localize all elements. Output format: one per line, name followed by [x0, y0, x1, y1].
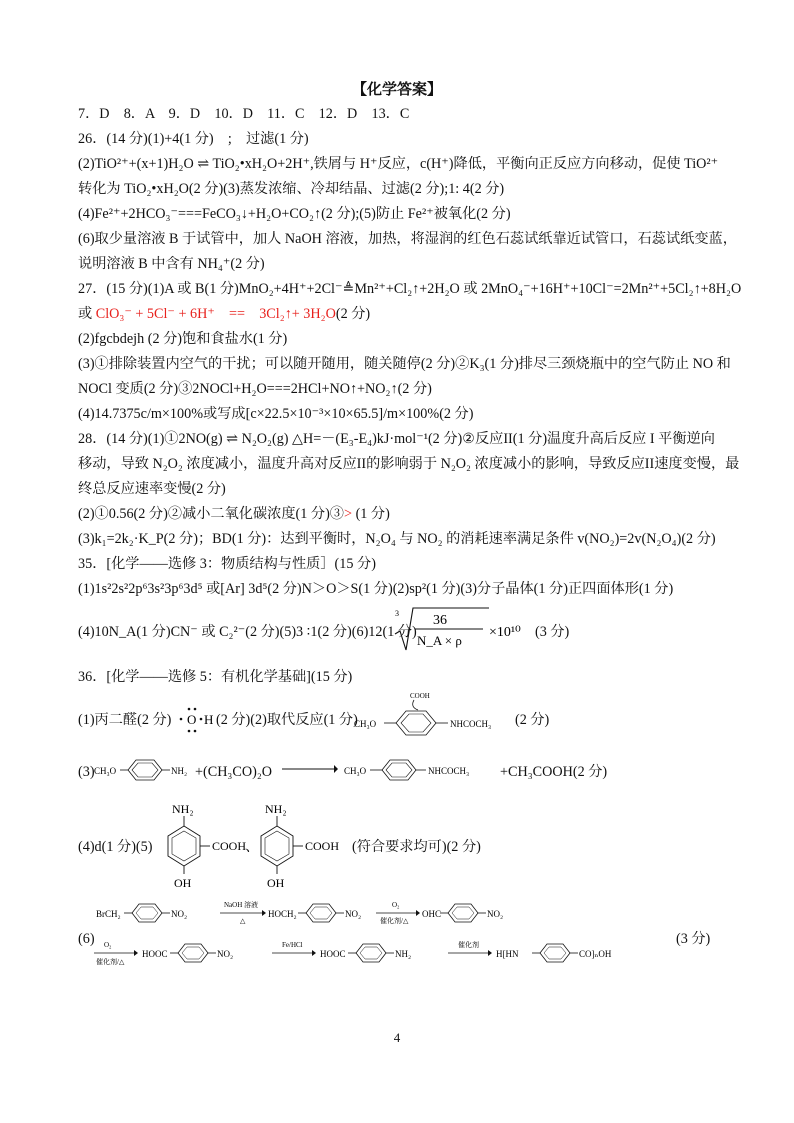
svg-text:O₂: O₂ [392, 901, 400, 909]
svg-text:催化剂: 催化剂 [458, 941, 479, 949]
reaction-arrow [282, 762, 338, 776]
svg-text:NO₂: NO₂ [487, 909, 504, 919]
score: (2 分) [515, 712, 550, 728]
svg-text:H: H [204, 712, 214, 727]
formula-denominator: N_A × ρ [417, 633, 462, 648]
answer-line-28-1b: 移动，导致 N₂O₂ 浓度减小，温度升高对反应II的影响弱于 N₂O₂ 浓度减小的影响，导致反应II速度变慢，最 [78, 456, 740, 472]
svg-text:CO]ₙOH: CO]ₙOH [579, 949, 612, 959]
svg-text:OH: OH [174, 876, 192, 890]
svg-text:COOH: COOH [410, 692, 430, 700]
reactant-anhydride: +(CH₃CO)₂O [195, 764, 273, 780]
answer-line-28-3: (3)k₁=2k₂·K_P(2 分)；BD(1 分)：达到平衡时，N₂O₄ 与 NO₂ 的消耗速率满足条件 v(NO₂)=2v(N₂O₄)(2 分) [78, 531, 716, 547]
structure-ch3o-benzoic-nhcoch3 [352, 690, 517, 740]
synthesis-route [92, 895, 652, 975]
svg-text:△: △ [240, 917, 246, 925]
answer-line-35-1: (1)1s²2s²2p⁶3s²3p⁶3d⁵ 或[Ar] 3d⁵(2 分)N＞O＞S(1 分)(2)sp²(1 分)(3)分子晶体(1 分)正四面体形(1 分) [78, 581, 674, 597]
answer-line-mc: 7．D 8．A 9．D 10．D 11．C 12．D 13．C [78, 106, 410, 122]
answer-line-36-4: (4)d(1 分)(5) [78, 839, 153, 855]
svg-text:催化剂/△: 催化剂/△ [96, 958, 125, 966]
svg-text:O: O [187, 712, 197, 727]
answer-line-26-2: (2)TiO²⁺+(x+1)H₂O ⇌ TiO₂•xH₂O+2H⁺,铁屑与 H⁺反应，c(H⁺)降低，平衡向正反应方向移动，促使 TiO²⁺ [78, 156, 719, 172]
red-greater-than: > [344, 506, 353, 522]
answer-line-27-4: (4)14.7375c/m×100%或写成[c×22.5×10⁻³×10×65.5]/m×100%(2 分) [78, 406, 474, 422]
score: (3 分) [676, 931, 711, 947]
byproduct: +CH₃COOH(2 分) [500, 764, 608, 780]
page-title: 【化学答案】 [351, 82, 442, 98]
formula-numerator: 36 [433, 613, 447, 628]
svg-text:COOH: COOH [212, 839, 247, 853]
svg-text:OHC: OHC [422, 909, 442, 919]
svg-text:HOOC: HOOC [142, 949, 168, 959]
svg-text:Fe/HCl: Fe/HCl [282, 941, 303, 949]
note: (符合要求均可)(2 分) [352, 839, 481, 855]
svg-text:NH₂: NH₂ [395, 949, 412, 959]
svg-text:NO₂: NO₂ [345, 909, 362, 919]
separator: 、 [245, 839, 260, 855]
answer-line-36-6: (6) [78, 931, 95, 947]
svg-text:NH₂: NH₂ [171, 766, 188, 776]
score: (1 分) [352, 506, 390, 522]
answer-line-27-1b [78, 305, 370, 323]
answer-line-28-1c: 终总反应速率变慢(2 分) [78, 481, 226, 497]
svg-text:O₂: O₂ [104, 941, 112, 949]
isomer-structure-2 [255, 800, 355, 890]
answer-line-36-3: (3) [78, 764, 95, 780]
answer-line-36-2: (2 分)(2)取代反应(1 分) [216, 712, 358, 728]
answer-line-26-3: 转化为 TiO₂•xH₂O(2 分)(3)蒸发浓缩、冷却结晶、过滤(2 分);1: 4(2 分) [78, 181, 505, 197]
svg-text:CH₃O: CH₃O [94, 766, 117, 776]
answer-line-35-4: (4)10N_A(1 分)CN⁻ 或 C₂²⁻(2 分)(5)3 ∶1(2 分)(6)12(1 分) [78, 624, 417, 640]
answer-line-27-3: (3)①排除装置内空气的干扰；可以随开随用，随关随停(2 分)②K₃(1 分)排尽三颈烧瓶中的空气防止 NO 和 [78, 356, 731, 372]
svg-text:CH₃O: CH₃O [344, 766, 367, 776]
svg-text:COOH: COOH [305, 839, 340, 853]
answer-line-35-head: 35．[化学——选修 3：物质结构与性质］(15 分) [78, 556, 376, 572]
svg-text:HOCH₂: HOCH₂ [268, 909, 297, 919]
svg-text:H[HN: H[HN [496, 949, 519, 959]
answer-line-27-1: 27．(15 分)(1)A 或 B(1 分)MnO₂+4H⁺+2Cl⁻≜Mn²⁺+Cl₂↑+2H₂O 或 2MnO₄⁻+16H⁺+10Cl⁻=2Mn²⁺+5Cl₂↑+8H₂O [78, 281, 742, 297]
red-equation: ClO₃⁻ + 5Cl⁻ + 6H⁺ == 3Cl₂↑+ 3H₂O [95, 306, 336, 322]
svg-text:NO₂: NO₂ [217, 949, 234, 959]
answer-line-28-1: 28．(14 分)(1)①2NO(g) ⇌ N₂O₂(g) △H=－(E₃-E₄)kJ·mol⁻¹(2 分)②反应II(1 分)温度升高后反应 I 平衡逆向 [78, 431, 715, 447]
svg-text:OH: OH [267, 876, 285, 890]
svg-text:CH₃O: CH₃O [354, 719, 377, 729]
answer-line-36-1: (1)丙二醛(2 分) [78, 712, 172, 728]
reactant-anisidine [92, 754, 202, 788]
answer-line-26-4: (4)Fe²⁺+2HCO₃⁻===FeCO₃↓+H₂O+CO₂↑(2 分);(5)防止 Fe²⁺被氧化(2 分) [78, 206, 511, 222]
svg-text:催化剂/△: 催化剂/△ [380, 917, 409, 925]
answer-line-26-6: (6)取少量溶液 B 于试管中，加人 NaOH 溶液，加热，将湿润的红色石蕊试纸靠近试管口，石蕊试纸变蓝， [78, 231, 737, 247]
answer-line-26-1: 26．(14 分)(1)+4(1 分) ; 过滤(1 分) [78, 131, 309, 147]
svg-text:NH₂: NH₂ [265, 802, 287, 816]
answer-line-27-3b: NOCl 变质(2 分)③2NOCl+H₂O===2HCl+NO↑+NO₂↑(2 分) [78, 381, 432, 397]
isomer-structure-1 [152, 800, 252, 890]
product-acetanilide [342, 754, 502, 788]
formula-power: ×10¹⁰ [489, 625, 521, 640]
answer-line-36-head: 36．[化学——选修 5：有机化学基础](15 分) [78, 669, 353, 685]
svg-text:NaOH 溶液: NaOH 溶液 [224, 901, 259, 909]
answer-line-27-2: (2)fgcbdejh (2 分)饱和食盐水(1 分) [78, 331, 288, 347]
text-or: 或 [78, 306, 96, 322]
lewis-structure-oh [176, 700, 212, 736]
svg-text:BrCH₂: BrCH₂ [96, 909, 121, 919]
svg-text:NHCOCH₃: NHCOCH₃ [428, 766, 470, 776]
text: (2)①0.56(2 分)②减小二氧化碳浓度(1 分)③ [78, 506, 344, 522]
svg-text:NO₂: NO₂ [171, 909, 188, 919]
svg-text:HOOC: HOOC [320, 949, 346, 959]
answer-line-28-2 [78, 505, 390, 523]
svg-text:NHCOCH₃: NHCOCH₃ [450, 719, 492, 729]
score: (3 分) [535, 624, 570, 640]
answer-line-26-6b: 说明溶液 B 中含有 NH₄⁺(2 分) [78, 256, 265, 272]
score: (2 分) [335, 306, 371, 322]
svg-text:NH₂: NH₂ [172, 802, 194, 816]
page-number: 4 [393, 1030, 401, 1045]
root-index: 3 [395, 609, 399, 618]
